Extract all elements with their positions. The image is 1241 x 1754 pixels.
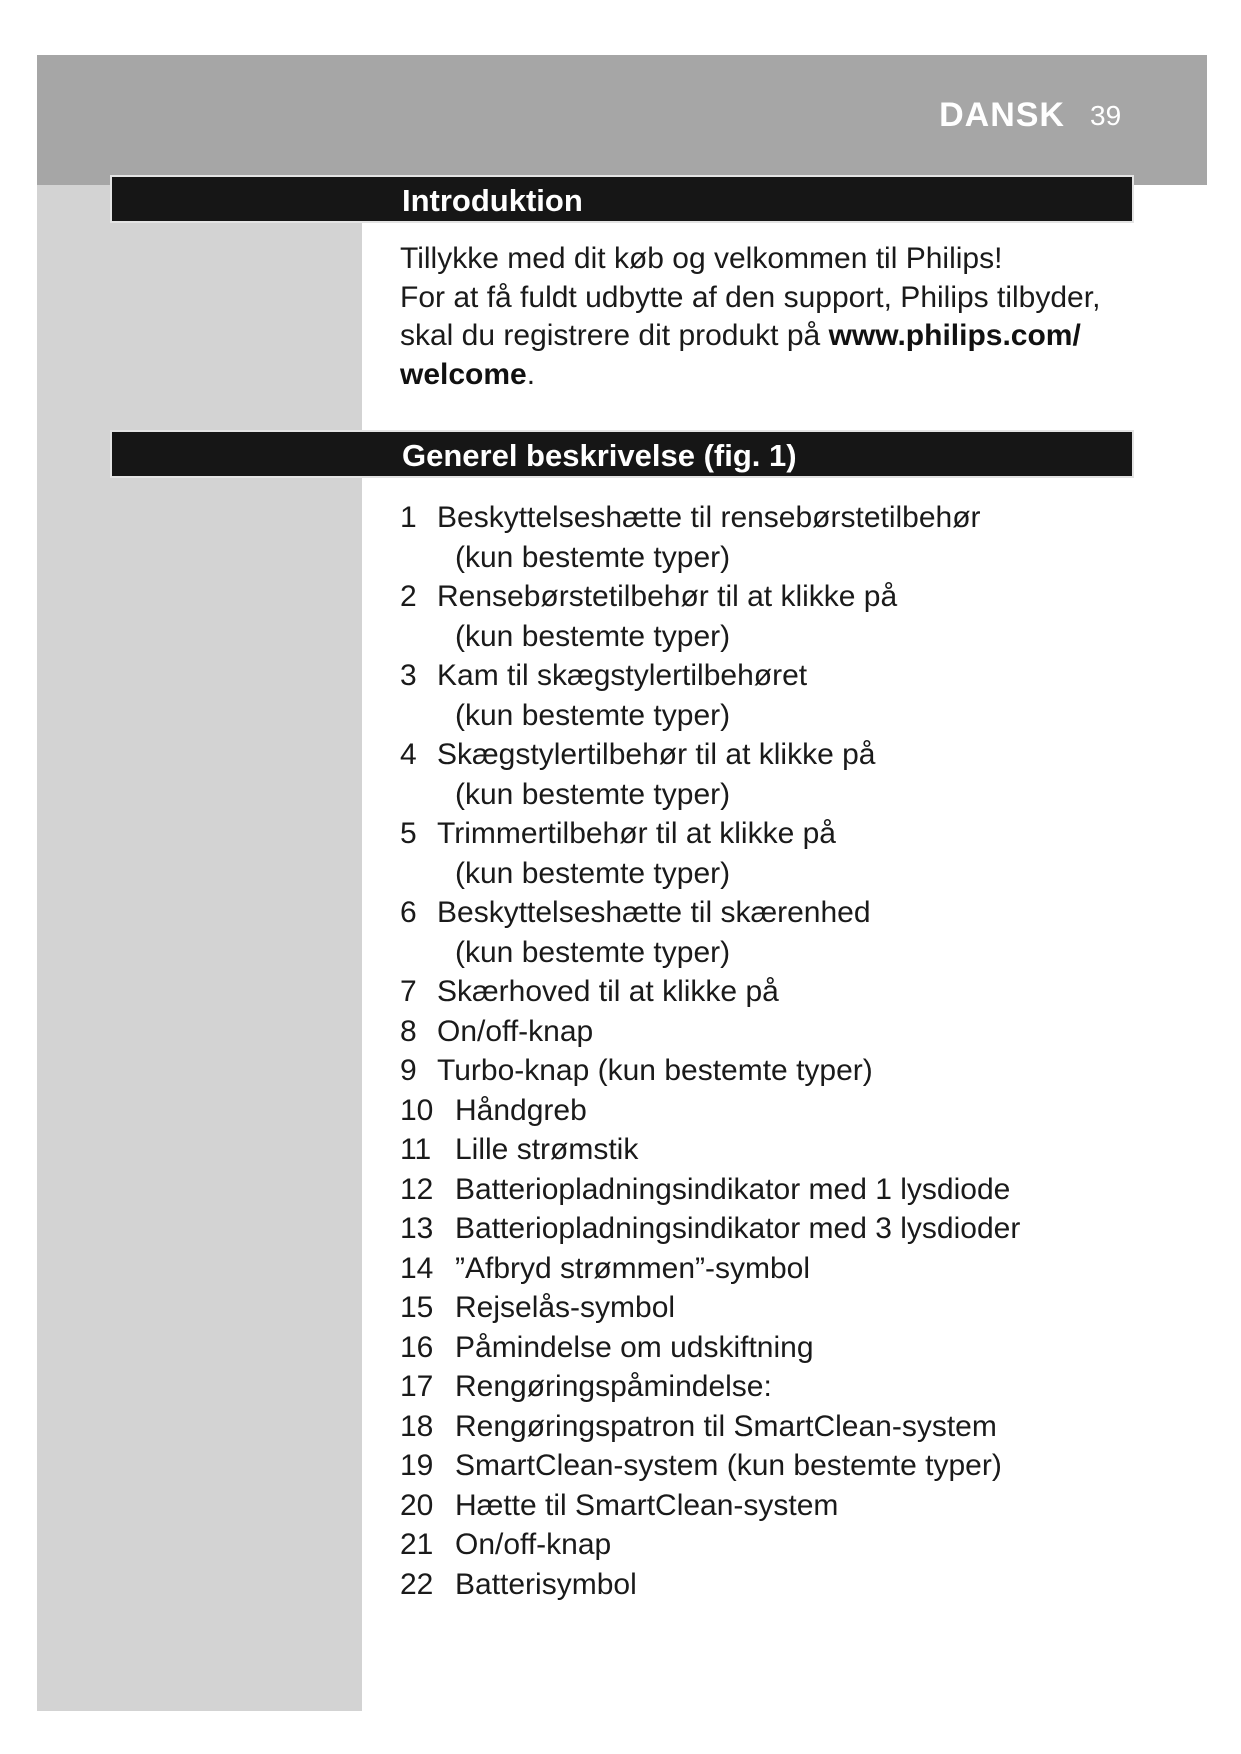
- item-number: 12: [400, 1172, 434, 1206]
- item-number: 21: [400, 1528, 434, 1561]
- item-number: 11: [400, 1133, 432, 1166]
- item-number: 7: [400, 975, 417, 1008]
- section-bar-introduction: [110, 175, 1134, 223]
- item-note: (kun bestemte typer): [455, 777, 731, 811]
- item-label: Skærhoved til at klikke på: [437, 975, 779, 1008]
- item-label: Beskyttelseshætte til skærenhed: [437, 896, 871, 929]
- item-number: 14: [400, 1251, 434, 1285]
- item-number: 6: [400, 896, 417, 929]
- item-text-block: [455, 1446, 1002, 1486]
- list-item: [400, 735, 1140, 814]
- item-number: 8: [400, 1014, 417, 1048]
- item-note: (kun bestemte typer): [455, 856, 731, 890]
- item-number: 13: [400, 1212, 434, 1245]
- list-item: [400, 1091, 1140, 1131]
- item-number: 9: [400, 1054, 417, 1087]
- item-number: 17: [400, 1370, 434, 1403]
- language-label: DANSK: [939, 96, 1065, 134]
- item-number: 18: [400, 1409, 434, 1443]
- item-text-block: [455, 1565, 637, 1605]
- list-item: [400, 1209, 1140, 1249]
- section-title: Introduktion: [402, 183, 583, 218]
- list-item: [400, 656, 1140, 735]
- item-label: Håndgreb: [455, 1093, 587, 1127]
- intro-paragraph: [400, 240, 1140, 394]
- item-text-block: [437, 577, 897, 656]
- list-item: [400, 1249, 1140, 1289]
- list-item: [400, 1051, 1140, 1091]
- item-text-block: [437, 1012, 593, 1052]
- item-number: 10: [400, 1093, 434, 1127]
- item-text-block: [455, 1525, 611, 1565]
- item-text-block: [455, 1249, 810, 1289]
- list-item: [400, 1407, 1140, 1447]
- list-item: [400, 1525, 1140, 1565]
- item-label: Rengøringspatron til SmartClean-system: [455, 1409, 997, 1443]
- intro-text: skal du registrere dit produkt på: [400, 319, 829, 352]
- item-text-block: [455, 1091, 587, 1131]
- item-label: Rejselås-symbol: [455, 1291, 676, 1324]
- list-item: [400, 893, 1140, 972]
- item-text-block: [437, 972, 779, 1012]
- section-title: Generel beskrivelse (fig. 1): [402, 438, 797, 473]
- item-text-block: [455, 1328, 814, 1368]
- margin-band: [37, 185, 362, 1711]
- section-bar-description: [110, 430, 1134, 478]
- item-text-block: [437, 1051, 873, 1091]
- item-number: 4: [400, 738, 417, 771]
- item-text-block: [455, 1288, 675, 1328]
- item-text-block: [455, 1367, 772, 1407]
- item-number: 2: [400, 580, 417, 613]
- parts-list: [400, 498, 1140, 1604]
- item-text-block: [437, 814, 836, 893]
- item-label: Rensebørstetilbehør til at klikke på: [437, 580, 898, 613]
- item-number: 19: [400, 1449, 434, 1482]
- item-text-block: [455, 1407, 997, 1447]
- item-text-block: [455, 1170, 1010, 1210]
- list-item: [400, 498, 1140, 577]
- item-number: 16: [400, 1330, 434, 1364]
- item-text-block: [455, 1486, 838, 1526]
- list-item: [400, 972, 1140, 1012]
- item-label: Skægstylertilbehør til at klikke på: [437, 738, 876, 771]
- item-label: On/off-knap: [437, 1014, 594, 1048]
- item-note: (kun bestemte typer): [455, 619, 731, 653]
- item-label: Trimmertilbehør til at klikke på: [437, 817, 836, 850]
- list-item: [400, 1288, 1140, 1328]
- website-url: www.philips.com/: [828, 319, 1081, 352]
- item-label: Kam til skægstylertilbehøret: [437, 659, 808, 692]
- item-text-block: [437, 893, 871, 972]
- item-note: (kun bestemte typer): [455, 540, 731, 574]
- intro-line: Tillykke med dit køb og velkommen til Philips!: [400, 242, 1003, 275]
- item-label: Turbo-knap (kun bestemte typer): [437, 1054, 873, 1087]
- item-text-block: [437, 656, 807, 735]
- list-item: [400, 1367, 1140, 1407]
- list-item: [400, 1012, 1140, 1052]
- website-url-end: welcome: [400, 357, 527, 391]
- item-number: 5: [400, 817, 417, 850]
- item-note: (kun bestemte typer): [455, 935, 731, 969]
- item-label: SmartClean-system (kun bestemte typer): [455, 1449, 1002, 1482]
- list-item: [400, 1486, 1140, 1526]
- intro-line: [400, 356, 1140, 395]
- intro-line: [400, 317, 1140, 356]
- item-note: (kun bestemte typer): [455, 698, 731, 732]
- item-number: 22: [400, 1567, 434, 1601]
- list-item: [400, 814, 1140, 893]
- item-label: Rengøringspåmindelse:: [455, 1370, 772, 1403]
- list-item: [400, 1328, 1140, 1368]
- item-label: Batteriopladningsindikator med 3 lysdioder: [455, 1212, 1021, 1245]
- item-number: 20: [400, 1488, 434, 1522]
- list-item: [400, 1170, 1140, 1210]
- item-text-block: [437, 498, 981, 577]
- item-label: On/off-knap: [455, 1528, 612, 1561]
- list-item: [400, 1446, 1140, 1486]
- intro-punctuation: .: [526, 357, 536, 391]
- intro-line: For at få fuldt udbytte af den support, Philips tilbyder,: [400, 280, 1101, 314]
- list-item: [400, 577, 1140, 656]
- page-number: 39: [1090, 100, 1122, 131]
- item-text-block: [455, 1130, 638, 1170]
- item-label: Påmindelse om udskiftning: [455, 1330, 814, 1364]
- item-text-block: [437, 735, 876, 814]
- item-label: Beskyttelseshætte til rensebørstetilbehør: [437, 501, 981, 534]
- list-item: [400, 1565, 1140, 1605]
- item-label: Batterisymbol: [455, 1567, 637, 1601]
- list-item: [400, 1130, 1140, 1170]
- item-label: ”Afbryd strømmen”-symbol: [455, 1251, 811, 1285]
- item-number: 15: [400, 1291, 434, 1324]
- item-number: 3: [400, 659, 417, 692]
- item-label: Lille strømstik: [455, 1133, 639, 1166]
- item-label: Batteriopladningsindikator med 1 lysdiode: [455, 1172, 1011, 1206]
- item-label: Hætte til SmartClean-system: [455, 1488, 839, 1522]
- item-text-block: [455, 1209, 1020, 1249]
- item-number: 1: [400, 501, 417, 534]
